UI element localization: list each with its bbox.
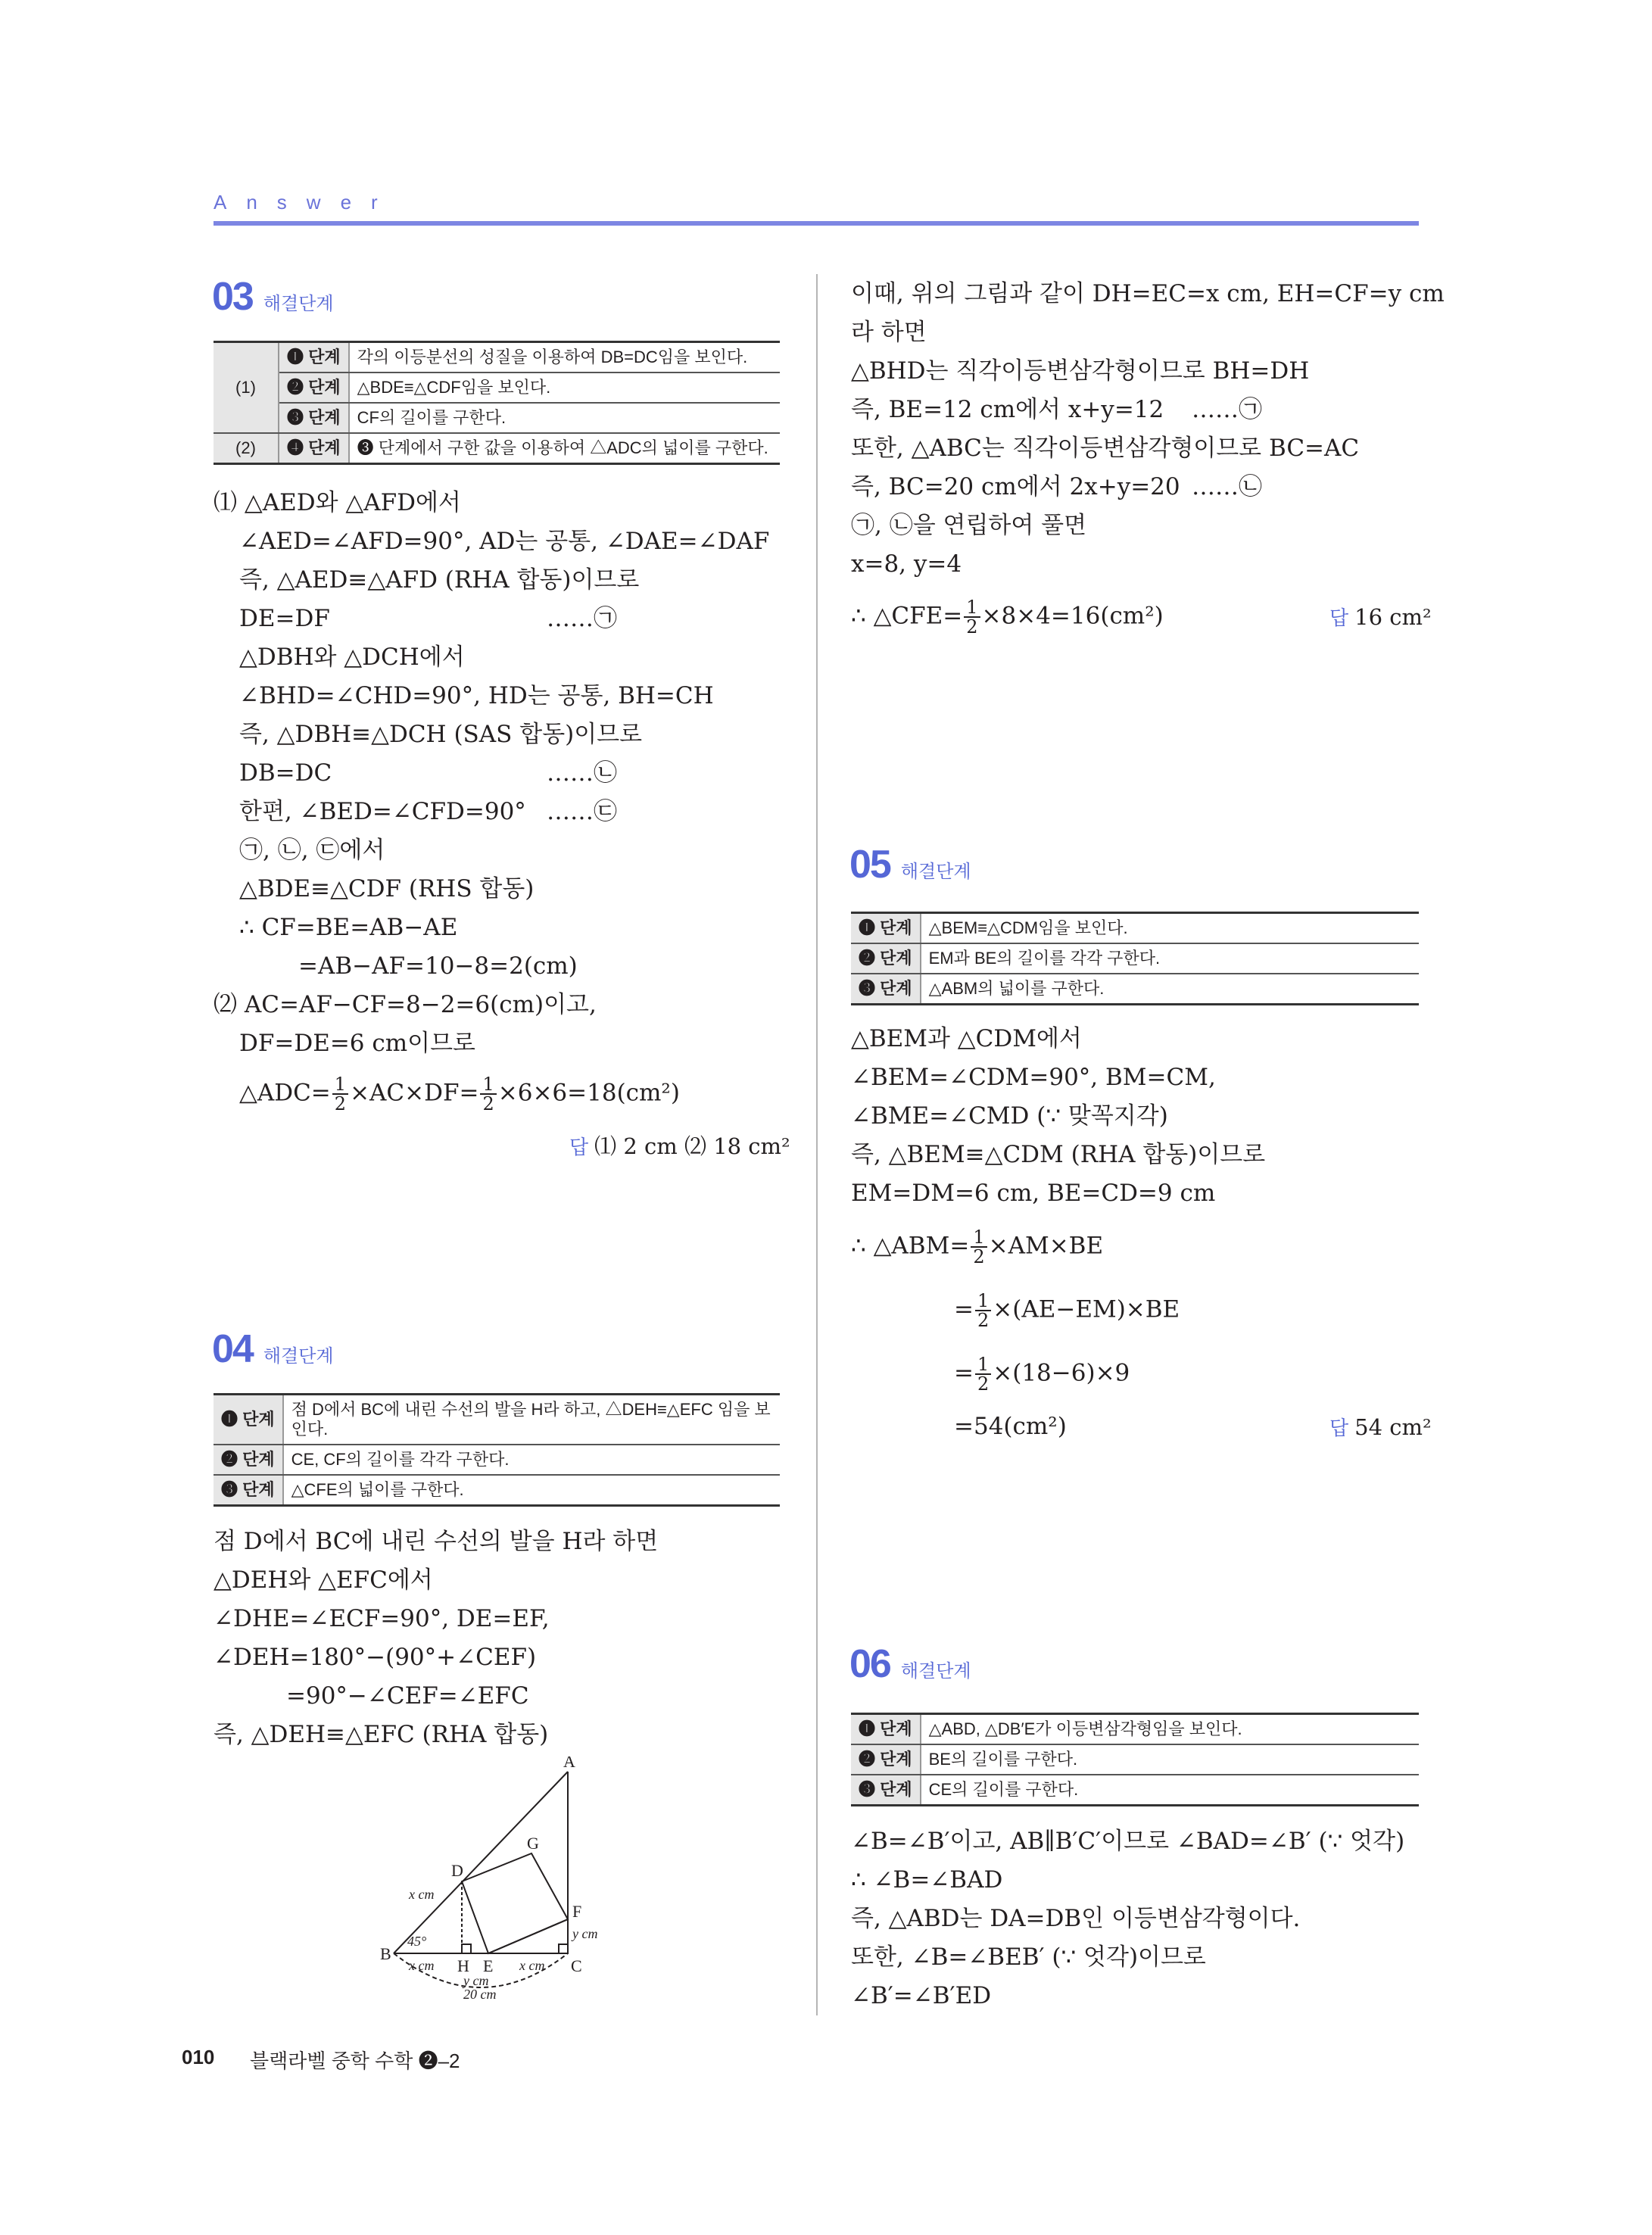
solution-line-area	[851, 1228, 1103, 1266]
part-label: (1)	[214, 342, 279, 434]
section-subtitle: 해결단계	[263, 1346, 334, 1367]
table-row	[851, 1744, 1419, 1775]
page-number: 010	[182, 2046, 215, 2068]
answer-line	[1329, 603, 1432, 631]
step-desc: △CFE의 넓이를 구한다.	[283, 1475, 780, 1506]
step-desc: EM과 BE의 길이를 각각 구한다.	[921, 943, 1419, 974]
area-text: ×AM×BE	[988, 1232, 1104, 1260]
figure-label: D	[451, 1861, 463, 1880]
solution-line: 즉, BE=12 cm에서 x+y=12	[851, 396, 1164, 423]
step-label: ❹ 단계	[279, 433, 349, 464]
solution-line: 또한, △ABC는 직각이등변삼각형이므로 BC=AC	[851, 435, 1360, 462]
right-angle-mark	[559, 1944, 568, 1953]
fraction	[975, 1355, 991, 1393]
solution-line: ∠B′=∠B′ED	[851, 1982, 992, 2009]
figure-label: C	[571, 1956, 582, 1975]
solution-line: 이때, 위의 그림과 같이 DH=EC=x cm, EH=CF=y cm	[851, 280, 1445, 307]
section-03-heading	[212, 274, 334, 320]
column-divider	[816, 274, 818, 2015]
solution-line: 즉, △AED≡△AFD (RHA 합동)이므로	[239, 566, 640, 594]
solution-line: ∠DHE=∠ECF=90°, DE=EF,	[214, 1605, 550, 1632]
solution-line: 즉, △ABD는 DA=DB인 이등변삼각형이다.	[851, 1905, 1301, 1932]
solution-line: x=8, y=4	[851, 550, 962, 578]
section-05-steps-table	[851, 912, 1419, 1005]
table-row	[214, 433, 780, 464]
solution-line: △DEH와 △EFC에서	[214, 1566, 433, 1594]
solution-line: △BHD는 직각이등변삼각형이므로 BH=DH	[851, 357, 1310, 385]
segment-ef	[488, 1919, 568, 1953]
area-text: ×AC×DF=	[350, 1079, 479, 1107]
area-text: ×6×6=18(cm²)	[497, 1079, 680, 1107]
fraction-numerator: 1	[332, 1075, 348, 1095]
fraction-denominator: 2	[482, 1093, 494, 1114]
right-angle-mark	[462, 1944, 471, 1953]
table-row	[214, 403, 780, 433]
fraction-numerator: 1	[971, 1228, 987, 1248]
answer-line	[1329, 1413, 1432, 1441]
figure-label: E	[483, 1956, 494, 1975]
fraction-denominator: 2	[977, 1310, 990, 1331]
step-label: ❷ 단계	[851, 943, 921, 974]
solution-line: =AB−AF=10−8=2(cm)	[298, 952, 578, 980]
step-desc: 점 D에서 BC에 내린 수선의 발을 H라 하고, △DEH≡△EFC 임을 보인다.	[283, 1395, 780, 1445]
equals-sign: =	[954, 1295, 974, 1323]
solution-line: ∠BME=∠CMD (∵ 맞꼭지각)	[851, 1102, 1168, 1130]
area-text: ∴ △CFE=	[851, 602, 963, 630]
section-04-heading	[212, 1326, 334, 1372]
solution-line: ∠BEM=∠CDM=90°, BM=CM,	[851, 1064, 1216, 1091]
answer-value: 54 cm²	[1354, 1414, 1432, 1440]
section-06-heading	[849, 1641, 971, 1687]
solution-line: ㉠, ㉡을 연립하여 풀면	[851, 512, 1087, 539]
fraction-denominator: 2	[966, 616, 978, 637]
solution-line: ∠DEH=180°−(90°+∠CEF)	[214, 1644, 537, 1671]
fraction-numerator: 1	[975, 1292, 991, 1311]
solution-line: 즉, △BEM≡△CDM (RHA 합동)이므로	[851, 1141, 1266, 1168]
table-row	[851, 1775, 1419, 1806]
table-row	[851, 974, 1419, 1005]
figure-label: A	[563, 1757, 575, 1771]
figure-label: B	[380, 1944, 391, 1963]
table-row	[851, 943, 1419, 974]
area-text: ∴ △ABM=	[851, 1232, 970, 1260]
step-desc: △BDE≡△CDF임을 보인다.	[349, 372, 780, 403]
step-label: ❸ 단계	[279, 403, 349, 433]
section-subtitle: 해결단계	[900, 862, 971, 882]
step-desc: CE, CF의 길이를 각각 구한다.	[283, 1445, 780, 1475]
step-label: ❸ 단계	[214, 1475, 283, 1506]
solution-line: 즉, BC=20 cm에서 2x+y=20	[851, 473, 1180, 500]
square-defg	[462, 1853, 568, 1953]
section-04-steps-table	[214, 1393, 780, 1507]
solution-line: △BDE≡△CDF (RHS 합동)	[239, 875, 535, 902]
answer-label: 답	[1329, 1417, 1349, 1439]
solution-line: ∠B=∠B′이고, AB∥B′C′이므로 ∠BAD=∠B′ (∵ 엇각)	[851, 1828, 1405, 1855]
table-row	[214, 1475, 780, 1506]
fraction-numerator: 1	[964, 598, 980, 618]
step-desc: CE의 길이를 구한다.	[921, 1775, 1419, 1806]
figure-label: x cm	[409, 1887, 435, 1902]
section-subtitle: 해결단계	[900, 1661, 971, 1682]
solution-line-area	[954, 1292, 1180, 1329]
solution-line: ∴ CF=BE=AB−AE	[239, 914, 458, 941]
step-label: ❶ 단계	[214, 1395, 283, 1445]
table-row	[214, 372, 780, 403]
fraction	[480, 1075, 496, 1113]
solution-line: =54(cm²)	[954, 1413, 1067, 1440]
step-label: ❶ 단계	[851, 1714, 921, 1745]
part-label: (2)	[214, 433, 279, 464]
solution-line: 즉, △DBH≡△DCH (SAS 합동)이므로	[239, 721, 643, 748]
triangle-figure	[379, 1757, 636, 1999]
step-desc: CF의 길이를 구한다.	[349, 403, 780, 433]
area-text: ×8×4=16(cm²)	[981, 602, 1164, 630]
equation-mark: ……㉡	[1192, 473, 1262, 500]
solution-line: DE=DF	[239, 605, 330, 632]
book-title: 블랙라벨 중학 수학 ❷–2	[250, 2050, 460, 2072]
table-row	[214, 1395, 780, 1445]
section-number: 03	[212, 275, 253, 319]
step-label: ❶ 단계	[851, 913, 921, 944]
equation-mark: ……㉢	[547, 798, 617, 825]
figure-label: F	[572, 1902, 582, 1921]
equation-mark: ……㉠	[547, 605, 617, 632]
fraction	[971, 1228, 987, 1266]
section-subtitle: 해결단계	[263, 294, 334, 314]
step-desc: BE의 길이를 구한다.	[921, 1744, 1419, 1775]
figure-label: x cm	[409, 1958, 435, 1973]
solution-line-area	[239, 1075, 680, 1113]
table-row	[851, 1714, 1419, 1745]
equation-mark: ……㉠	[1192, 396, 1262, 423]
fraction-denominator: 2	[334, 1093, 347, 1114]
table-row	[214, 342, 780, 373]
side-ab	[394, 1772, 568, 1953]
solution-line: ⑴ △AED와 △AFD에서	[214, 489, 461, 516]
fraction-numerator: 1	[480, 1075, 496, 1095]
solution-line: 점 D에서 BC에 내린 수선의 발을 H라 하면	[214, 1528, 659, 1555]
step-desc: 각의 이등분선의 성질을 이용하여 DB=DC임을 보인다.	[349, 342, 780, 373]
solution-line: DF=DE=6 cm이므로	[239, 1030, 475, 1057]
answer-label: 답	[569, 1136, 589, 1158]
fraction-denominator: 2	[977, 1373, 990, 1395]
solution-line: 한편, ∠BED=∠CFD=90°	[239, 798, 526, 825]
section-06-steps-table	[851, 1713, 1419, 1806]
step-desc: △ABM의 넓이를 구한다.	[921, 974, 1419, 1005]
equation-mark: ……㉡	[547, 759, 617, 787]
fraction	[975, 1292, 991, 1329]
solution-line: ∴ ∠B=∠BAD	[851, 1866, 1003, 1894]
fraction-denominator: 2	[973, 1246, 985, 1267]
figure-label: 20 cm	[463, 1987, 497, 1999]
area-text: △ADC=	[239, 1079, 331, 1107]
step-label: ❸ 단계	[851, 974, 921, 1005]
figure-label: y cm	[572, 1926, 598, 1941]
fraction	[964, 598, 980, 636]
answer-line	[569, 1130, 790, 1161]
area-text: ×(AE−EM)×BE	[993, 1295, 1180, 1323]
step-desc: △ABD, △DB′E가 이등변삼각형임을 보인다.	[921, 1714, 1419, 1745]
solution-line: EM=DM=6 cm, BE=CD=9 cm	[851, 1180, 1216, 1207]
area-text: ×(18−6)×9	[993, 1359, 1130, 1387]
header-rule	[214, 221, 1419, 226]
section-number: 06	[849, 1642, 890, 1686]
section-number: 05	[849, 843, 890, 887]
answer-value: 16 cm²	[1354, 604, 1432, 630]
solution-line-area	[954, 1355, 1130, 1393]
solution-line: ⑵ AC=AF−CF=8−2=6(cm)이고,	[214, 991, 597, 1018]
step-label: ❷ 단계	[279, 372, 349, 403]
table-row	[851, 913, 1419, 944]
solution-line: △DBH와 △DCH에서	[239, 644, 465, 671]
solution-line: △BEM과 △CDM에서	[851, 1025, 1082, 1052]
step-label: ❷ 단계	[214, 1445, 283, 1475]
solution-line: 즉, △DEH≡△EFC (RHA 합동)	[214, 1721, 549, 1748]
step-label: ❸ 단계	[851, 1775, 921, 1806]
figure-label: 45°	[407, 1934, 427, 1949]
solution-line: =90°−∠CEF=∠EFC	[286, 1682, 529, 1710]
equals-sign: =	[954, 1359, 974, 1387]
step-label: ❷ 단계	[851, 1744, 921, 1775]
solution-line: ∠BHD=∠CHD=90°, HD는 공통, BH=CH	[239, 682, 714, 709]
step-desc: ❸ 단계에서 구한 값을 이용하여 △ADC의 넓이를 구한다.	[349, 433, 780, 464]
figure-label: x cm	[519, 1958, 545, 1973]
answer-label: 답	[1329, 606, 1349, 629]
step-desc: △BEM≡△CDM임을 보인다.	[921, 913, 1419, 944]
fraction	[332, 1075, 348, 1113]
solution-line: ㉠, ㉡, ㉢에서	[239, 837, 385, 864]
solution-line: 라 하면	[851, 319, 927, 346]
section-03-steps-table	[214, 341, 780, 465]
solution-line-area	[851, 598, 1164, 636]
figure-label: y cm	[463, 1973, 489, 1988]
solution-line: DB=DC	[239, 759, 332, 787]
figure-label: H	[457, 1956, 469, 1975]
header-label: Answer	[214, 191, 397, 214]
section-05-heading	[849, 842, 971, 887]
solution-line: ∠AED=∠AFD=90°, AD는 공통, ∠DAE=∠DAF	[239, 528, 770, 555]
solution-line: 또한, ∠B=∠BEB′ (∵ 엇각)이므로	[851, 1944, 1206, 1971]
figure-label: G	[527, 1834, 539, 1853]
table-row	[214, 1445, 780, 1475]
fraction-numerator: 1	[975, 1355, 991, 1375]
section-number: 04	[212, 1327, 253, 1371]
answer-value: ⑴ 2 cm ⑵ 18 cm²	[594, 1133, 790, 1159]
step-label: ❶ 단계	[279, 342, 349, 373]
